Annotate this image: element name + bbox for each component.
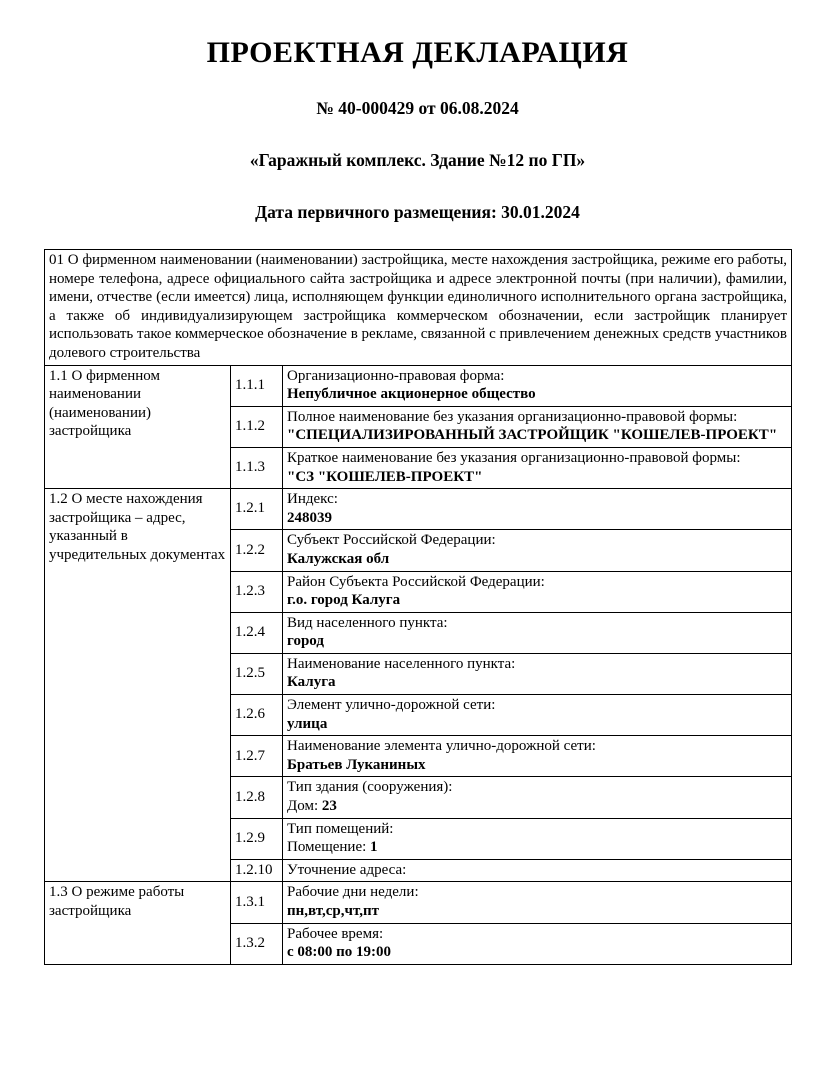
section-01-intro: 01 О фирменном наименовании (наименовании) застройщика, месте нахождения застройщика, режиме его работы, номере телефона, адресе официального сайта застройщика и адресе электронной почты (при наличии), фамилии, имени, отчестве (если имеется) лица, исполняющем функции единоличного исполнительного органа застройщика, а также об индивидуализирующем застройщика коммерческом обозначении, если застройщик планирует использовать такое коммерческое обозначение в рекламе, связанной с привлечением денежных средств участников долевого строительства	[45, 250, 792, 366]
item-value	[287, 632, 787, 651]
item-content-cell	[283, 882, 792, 923]
item-number-cell: 1.1.2	[231, 406, 283, 447]
item-value-bold: 248039	[287, 509, 332, 526]
item-label: Район Субъекта Российской Федерации:	[287, 573, 545, 590]
item-number-cell: 1.1.1	[231, 365, 283, 406]
item-value	[287, 385, 787, 404]
declaration-table	[44, 249, 792, 965]
item-content-cell	[283, 571, 792, 612]
page-title: ПРОЕКТНАЯ ДЕКЛАРАЦИЯ	[206, 36, 629, 69]
table-row	[45, 365, 792, 406]
item-value-bold: город	[287, 633, 324, 650]
item-number-cell: 1.1.3	[231, 447, 283, 488]
placement-date: Дата первичного размещения: 30.01.2024	[255, 202, 580, 222]
table-intro-row	[45, 250, 792, 366]
item-value	[287, 426, 787, 445]
item-value-bold: Калуга	[287, 674, 336, 691]
item-number-cell: 1.2.1	[231, 489, 283, 530]
item-content-cell	[283, 406, 792, 447]
item-label: Индекс:	[287, 491, 338, 508]
item-value-bold: 23	[321, 798, 337, 815]
item-label: Рабочие дни недели:	[287, 884, 419, 901]
item-value-bold: "СЗ "КОШЕЛЕВ-ПРОЕКТ"	[287, 468, 483, 485]
item-value-bold: улица	[287, 715, 328, 732]
item-number-cell: 1.2.9	[231, 818, 283, 859]
item-number-cell: 1.3.1	[231, 882, 283, 923]
declaration-number: № 40-000429 от 06.08.2024	[316, 98, 519, 118]
item-label: Организационно-правовая форма:	[287, 367, 505, 384]
item-label: Субъект Российской Федерации:	[287, 532, 496, 549]
item-label: Наименование населенного пункта:	[287, 655, 516, 672]
item-number-cell: 1.2.5	[231, 653, 283, 694]
item-number-cell: 1.2.7	[231, 736, 283, 777]
item-value	[287, 509, 787, 528]
item-content-cell	[283, 777, 792, 818]
item-number-cell: 1.2.3	[231, 571, 283, 612]
item-number-cell: 1.3.2	[231, 923, 283, 964]
item-label: Тип помещений:	[287, 820, 394, 837]
item-value-bold: "СПЕЦИАЛИЗИРОВАННЫЙ ЗАСТРОЙЩИК "КОШЕЛЕВ-ПРОЕКТ"	[287, 427, 778, 444]
item-value-bold: г.о. город Калуга	[287, 592, 401, 609]
item-number-cell: 1.2.6	[231, 695, 283, 736]
item-label: Вид населенного пункта:	[287, 614, 448, 631]
item-content-cell	[283, 923, 792, 964]
item-content-cell	[283, 859, 792, 882]
item-content-cell	[283, 736, 792, 777]
item-value	[287, 550, 787, 569]
item-value-bold: Калужская обл	[287, 550, 390, 567]
table-row	[45, 489, 792, 530]
item-number-cell: 1.2.2	[231, 530, 283, 571]
item-value-prefix: Дом:	[287, 798, 322, 815]
item-value-bold: 1	[370, 839, 378, 856]
item-content-cell	[283, 695, 792, 736]
item-label: Элемент улично-дорожной сети:	[287, 697, 496, 714]
item-content-cell	[283, 447, 792, 488]
item-content-cell	[283, 489, 792, 530]
item-value-prefix: Помещение:	[287, 839, 371, 856]
item-number-cell: 1.2.8	[231, 777, 283, 818]
item-value	[287, 838, 787, 857]
item-content-cell	[283, 653, 792, 694]
item-value-bold: пн,вт,ср,чт,пт	[287, 903, 379, 919]
table-row	[45, 882, 792, 923]
item-value	[287, 756, 787, 775]
section-title-cell: 1.1 О фирменном наименовании (наименовании) застройщика	[45, 365, 231, 489]
section-title-cell: 1.3 О режиме работы застройщика	[45, 882, 231, 964]
item-content-cell	[283, 612, 792, 653]
item-number-cell: 1.2.10	[231, 859, 283, 882]
item-content-cell	[283, 530, 792, 571]
item-content-cell	[283, 818, 792, 859]
item-value	[287, 797, 787, 816]
item-value-bold: Непубличное акционерное общество	[287, 386, 536, 403]
item-label: Уточнение адреса:	[287, 861, 407, 878]
item-number-cell: 1.2.4	[231, 612, 283, 653]
object-name: «Гаражный комплекс. Здание №12 по ГП»	[249, 150, 586, 170]
item-label: Наименование элемента улично-дорожной сети:	[287, 738, 596, 755]
section-title-cell: 1.2 О месте нахождения застройщика – адрес, указанный в учредительных документах	[45, 489, 231, 882]
item-value	[287, 943, 787, 962]
item-label: Тип здания (сооружения):	[287, 779, 453, 796]
item-label: Полное наименование без указания организационно-правовой формы:	[287, 408, 738, 425]
item-label: Рабочее время:	[287, 925, 384, 942]
item-value-bold: Братьев Луканиных	[287, 756, 426, 773]
item-value	[287, 591, 787, 610]
item-value	[287, 468, 787, 487]
item-label: Краткое наименование без указания организационно-правовой формы:	[287, 449, 741, 466]
declaration-table-body	[45, 250, 792, 965]
item-value	[287, 673, 787, 692]
item-value	[287, 715, 787, 734]
item-content-cell	[283, 365, 792, 406]
item-value	[287, 902, 787, 921]
item-value-bold: с 08:00 по 19:00	[287, 944, 392, 961]
